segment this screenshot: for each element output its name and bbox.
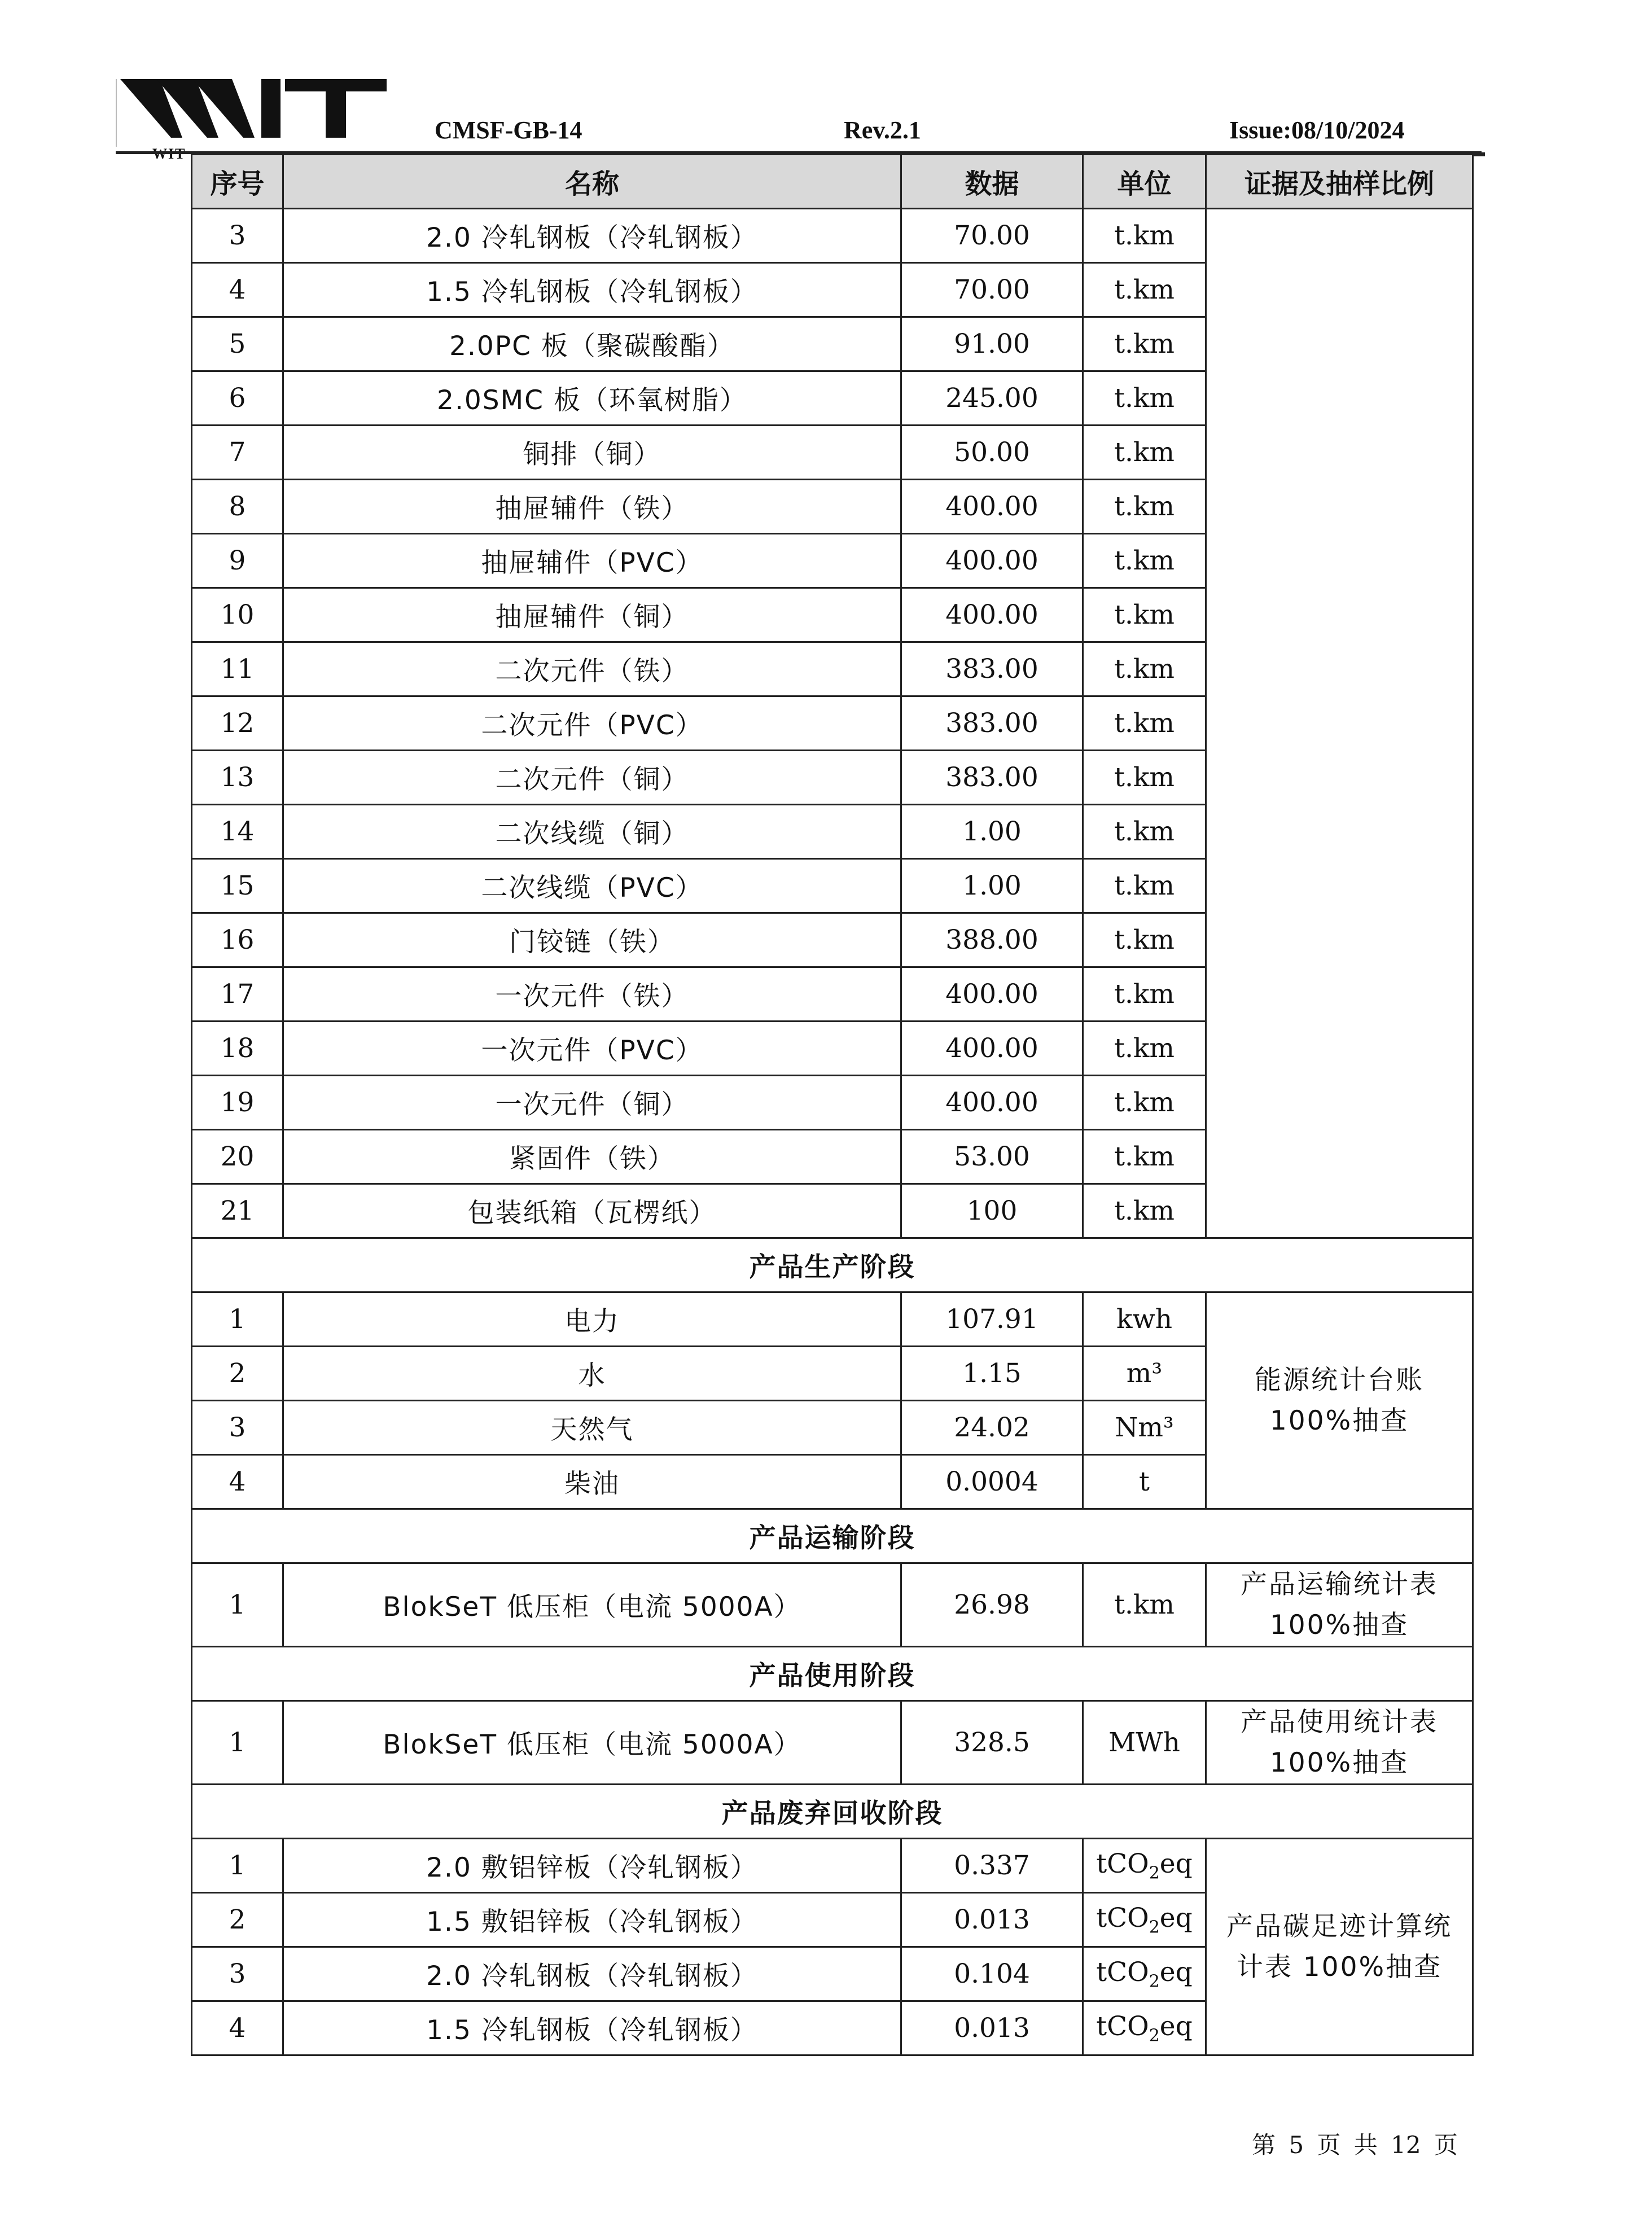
row-unit: t.km bbox=[1083, 480, 1206, 534]
row-no: 19 bbox=[192, 1076, 283, 1130]
row-unit: t.km bbox=[1083, 751, 1206, 805]
column-header-value: 数据 bbox=[901, 155, 1083, 209]
evidence-line: 产品运输统计表 bbox=[1241, 1568, 1438, 1600]
row-name: 抽屉辅件（铜） bbox=[283, 588, 901, 642]
row-no: 12 bbox=[192, 696, 283, 751]
row-unit: t.km bbox=[1083, 1076, 1206, 1130]
document-revision: Rev.2.1 bbox=[844, 116, 921, 144]
row-unit: t bbox=[1083, 1455, 1206, 1509]
logo-caption bbox=[152, 146, 186, 163]
column-header-unit: 单位 bbox=[1083, 155, 1206, 209]
row-name: 二次元件（铜） bbox=[283, 751, 901, 805]
row-name: 一次元件（PVC） bbox=[283, 1022, 901, 1076]
row-name: 二次线缆（铜） bbox=[283, 805, 901, 859]
row-name: 门铰链（铁） bbox=[283, 913, 901, 967]
page-number: 第 5 页 共 12 页 bbox=[1252, 2131, 1458, 2159]
row-no: 14 bbox=[192, 805, 283, 859]
row-value: 0.337 bbox=[901, 1839, 1083, 1893]
row-name: 一次元件（铁） bbox=[283, 967, 901, 1022]
row-unit: t.km bbox=[1083, 534, 1206, 588]
document-issue-date: Issue:08/10/2024 bbox=[1229, 116, 1405, 144]
row-name: 二次元件（PVC） bbox=[283, 696, 901, 751]
row-unit: t.km bbox=[1083, 696, 1206, 751]
row-value: 383.00 bbox=[901, 642, 1083, 696]
document-code: CMSF-GB-14 bbox=[435, 116, 582, 144]
table-row bbox=[192, 1292, 1473, 1347]
row-value: 24.02 bbox=[901, 1401, 1083, 1455]
row-name: 二次元件（铁） bbox=[283, 642, 901, 696]
row-unit: tCO$_2$eq bbox=[1083, 1893, 1206, 1947]
row-name: 天然气 bbox=[283, 1401, 901, 1455]
row-unit: tCO$_2$eq bbox=[1083, 1839, 1206, 1893]
evidence-cell-empty bbox=[1206, 209, 1473, 1238]
row-no: 2 bbox=[192, 1893, 283, 1947]
row-value: 70.00 bbox=[901, 263, 1083, 317]
stage-header-row bbox=[192, 1509, 1473, 1563]
row-unit: tCO$_2$eq bbox=[1083, 2001, 1206, 2055]
row-name: 水 bbox=[283, 1347, 901, 1401]
evidence-line: 产品使用统计表 bbox=[1241, 1706, 1438, 1738]
row-value: 400.00 bbox=[901, 967, 1083, 1022]
row-unit: t.km bbox=[1083, 967, 1206, 1022]
row-name: 紧固件（铁） bbox=[283, 1130, 901, 1184]
stage-title-transport: 产品运输阶段 bbox=[192, 1509, 1473, 1563]
row-value: 328.5 bbox=[901, 1701, 1083, 1785]
data-table bbox=[191, 154, 1474, 2056]
row-name: 包装纸箱（瓦楞纸） bbox=[283, 1184, 901, 1238]
row-name: 2.0SMC 板（环氧树脂） bbox=[283, 371, 901, 426]
row-name: 一次元件（铜） bbox=[283, 1076, 901, 1130]
row-unit: MWh bbox=[1083, 1701, 1206, 1785]
stage-title-production: 产品生产阶段 bbox=[192, 1238, 1473, 1292]
row-no: 3 bbox=[192, 1947, 283, 2001]
row-no: 21 bbox=[192, 1184, 283, 1238]
row-name: BlokSeT 低压柜（电流 5000A） bbox=[283, 1563, 901, 1647]
row-no: 16 bbox=[192, 913, 283, 967]
row-value: 0.013 bbox=[901, 1893, 1083, 1947]
evidence-line: 计表 100%抽查 bbox=[1236, 1951, 1443, 1983]
row-no: 18 bbox=[192, 1022, 283, 1076]
evidence-line: 产品碳足迹计算统 bbox=[1226, 1910, 1452, 1942]
table-row bbox=[192, 1701, 1473, 1785]
row-name: 2.0 冷轧钢板（冷轧钢板） bbox=[283, 1947, 901, 2001]
row-unit: t.km bbox=[1083, 1563, 1206, 1647]
row-name: 二次线缆（PVC） bbox=[283, 859, 901, 913]
row-value: 53.00 bbox=[901, 1130, 1083, 1184]
row-unit: t.km bbox=[1083, 859, 1206, 913]
row-unit: t.km bbox=[1083, 317, 1206, 371]
row-value: 1.15 bbox=[901, 1347, 1083, 1401]
row-name: 2.0 冷轧钢板（冷轧钢板） bbox=[283, 209, 901, 263]
row-no: 4 bbox=[192, 263, 283, 317]
row-no: 1 bbox=[192, 1292, 283, 1347]
row-no: 6 bbox=[192, 371, 283, 426]
row-value: 100 bbox=[901, 1184, 1083, 1238]
row-value: 1.00 bbox=[901, 805, 1083, 859]
row-no: 9 bbox=[192, 534, 283, 588]
row-unit: t.km bbox=[1083, 371, 1206, 426]
row-unit: t.km bbox=[1083, 1022, 1206, 1076]
evidence-production bbox=[1206, 1292, 1473, 1509]
row-value: 107.91 bbox=[901, 1292, 1083, 1347]
evidence-line: 能源统计台账 bbox=[1255, 1364, 1424, 1396]
stage-header-row bbox=[192, 1238, 1473, 1292]
row-name: 2.0 敷铝锌板（冷轧钢板） bbox=[283, 1839, 901, 1893]
row-name: 柴油 bbox=[283, 1455, 901, 1509]
row-value: 400.00 bbox=[901, 588, 1083, 642]
evidence-disposal bbox=[1206, 1839, 1473, 2055]
stage-header-row bbox=[192, 1647, 1473, 1701]
row-no: 4 bbox=[192, 2001, 283, 2055]
stage-title-usage: 产品使用阶段 bbox=[192, 1647, 1473, 1701]
column-header-name: 名称 bbox=[283, 155, 901, 209]
row-no: 17 bbox=[192, 967, 283, 1022]
row-name: 1.5 冷轧钢板（冷轧钢板） bbox=[283, 263, 901, 317]
row-no: 8 bbox=[192, 480, 283, 534]
row-no: 3 bbox=[192, 209, 283, 263]
row-unit: tCO$_2$eq bbox=[1083, 1947, 1206, 2001]
stage-header-row bbox=[192, 1785, 1473, 1839]
row-unit: t.km bbox=[1083, 426, 1206, 480]
row-no: 11 bbox=[192, 642, 283, 696]
stage-title-disposal: 产品废弃回收阶段 bbox=[192, 1785, 1473, 1839]
row-unit: t.km bbox=[1083, 588, 1206, 642]
row-value: 245.00 bbox=[901, 371, 1083, 426]
row-name: 抽屉辅件（铁） bbox=[283, 480, 901, 534]
row-no: 20 bbox=[192, 1130, 283, 1184]
row-no: 1 bbox=[192, 1701, 283, 1785]
column-header-evidence: 证据及抽样比例 bbox=[1206, 155, 1473, 209]
row-value: 0.0004 bbox=[901, 1455, 1083, 1509]
row-value: 400.00 bbox=[901, 1022, 1083, 1076]
row-unit: t.km bbox=[1083, 209, 1206, 263]
row-value: 400.00 bbox=[901, 534, 1083, 588]
row-value: 400.00 bbox=[901, 480, 1083, 534]
row-value: 0.104 bbox=[901, 1947, 1083, 2001]
row-no: 2 bbox=[192, 1347, 283, 1401]
row-unit: t.km bbox=[1083, 263, 1206, 317]
row-no: 4 bbox=[192, 1455, 283, 1509]
row-name: 抽屉辅件（PVC） bbox=[283, 534, 901, 588]
row-unit: t.km bbox=[1083, 805, 1206, 859]
row-value: 1.00 bbox=[901, 859, 1083, 913]
row-value: 400.00 bbox=[901, 1076, 1083, 1130]
table-row bbox=[192, 1563, 1473, 1647]
evidence-line: 100%抽查 bbox=[1269, 1609, 1409, 1641]
row-unit: kwh bbox=[1083, 1292, 1206, 1347]
row-no: 3 bbox=[192, 1401, 283, 1455]
evidence-line: 100%抽查 bbox=[1269, 1405, 1409, 1436]
row-name: 2.0PC 板（聚碳酸酯） bbox=[283, 317, 901, 371]
row-name: 1.5 冷轧钢板（冷轧钢板） bbox=[283, 2001, 901, 2055]
table-row bbox=[192, 1839, 1473, 1893]
row-unit: Nm³ bbox=[1083, 1401, 1206, 1455]
row-no: 1 bbox=[192, 1839, 283, 1893]
row-unit: t.km bbox=[1083, 1130, 1206, 1184]
row-value: 91.00 bbox=[901, 317, 1083, 371]
row-unit: m³ bbox=[1083, 1347, 1206, 1401]
row-unit: t.km bbox=[1083, 642, 1206, 696]
row-value: 383.00 bbox=[901, 696, 1083, 751]
table-header-row bbox=[192, 155, 1473, 209]
column-header-no: 序号 bbox=[192, 155, 283, 209]
row-value: 50.00 bbox=[901, 426, 1083, 480]
row-no: 5 bbox=[192, 317, 283, 371]
row-name: BlokSeT 低压柜（电流 5000A） bbox=[283, 1701, 901, 1785]
row-unit: t.km bbox=[1083, 913, 1206, 967]
row-no: 13 bbox=[192, 751, 283, 805]
row-no: 15 bbox=[192, 859, 283, 913]
row-name: 电力 bbox=[283, 1292, 901, 1347]
evidence-transport bbox=[1206, 1563, 1473, 1647]
row-no: 7 bbox=[192, 426, 283, 480]
evidence-usage bbox=[1206, 1701, 1473, 1785]
row-value: 26.98 bbox=[901, 1563, 1083, 1647]
row-value: 0.013 bbox=[901, 2001, 1083, 2055]
row-unit: t.km bbox=[1083, 1184, 1206, 1238]
evidence-line: 100%抽查 bbox=[1269, 1747, 1409, 1778]
row-value: 383.00 bbox=[901, 751, 1083, 805]
row-no: 1 bbox=[192, 1563, 283, 1647]
row-name: 1.5 敷铝锌板（冷轧钢板） bbox=[283, 1893, 901, 1947]
table-row bbox=[192, 209, 1473, 263]
row-value: 70.00 bbox=[901, 209, 1083, 263]
row-no: 10 bbox=[192, 588, 283, 642]
row-value: 388.00 bbox=[901, 913, 1083, 967]
row-name: 铜排（铜） bbox=[283, 426, 901, 480]
